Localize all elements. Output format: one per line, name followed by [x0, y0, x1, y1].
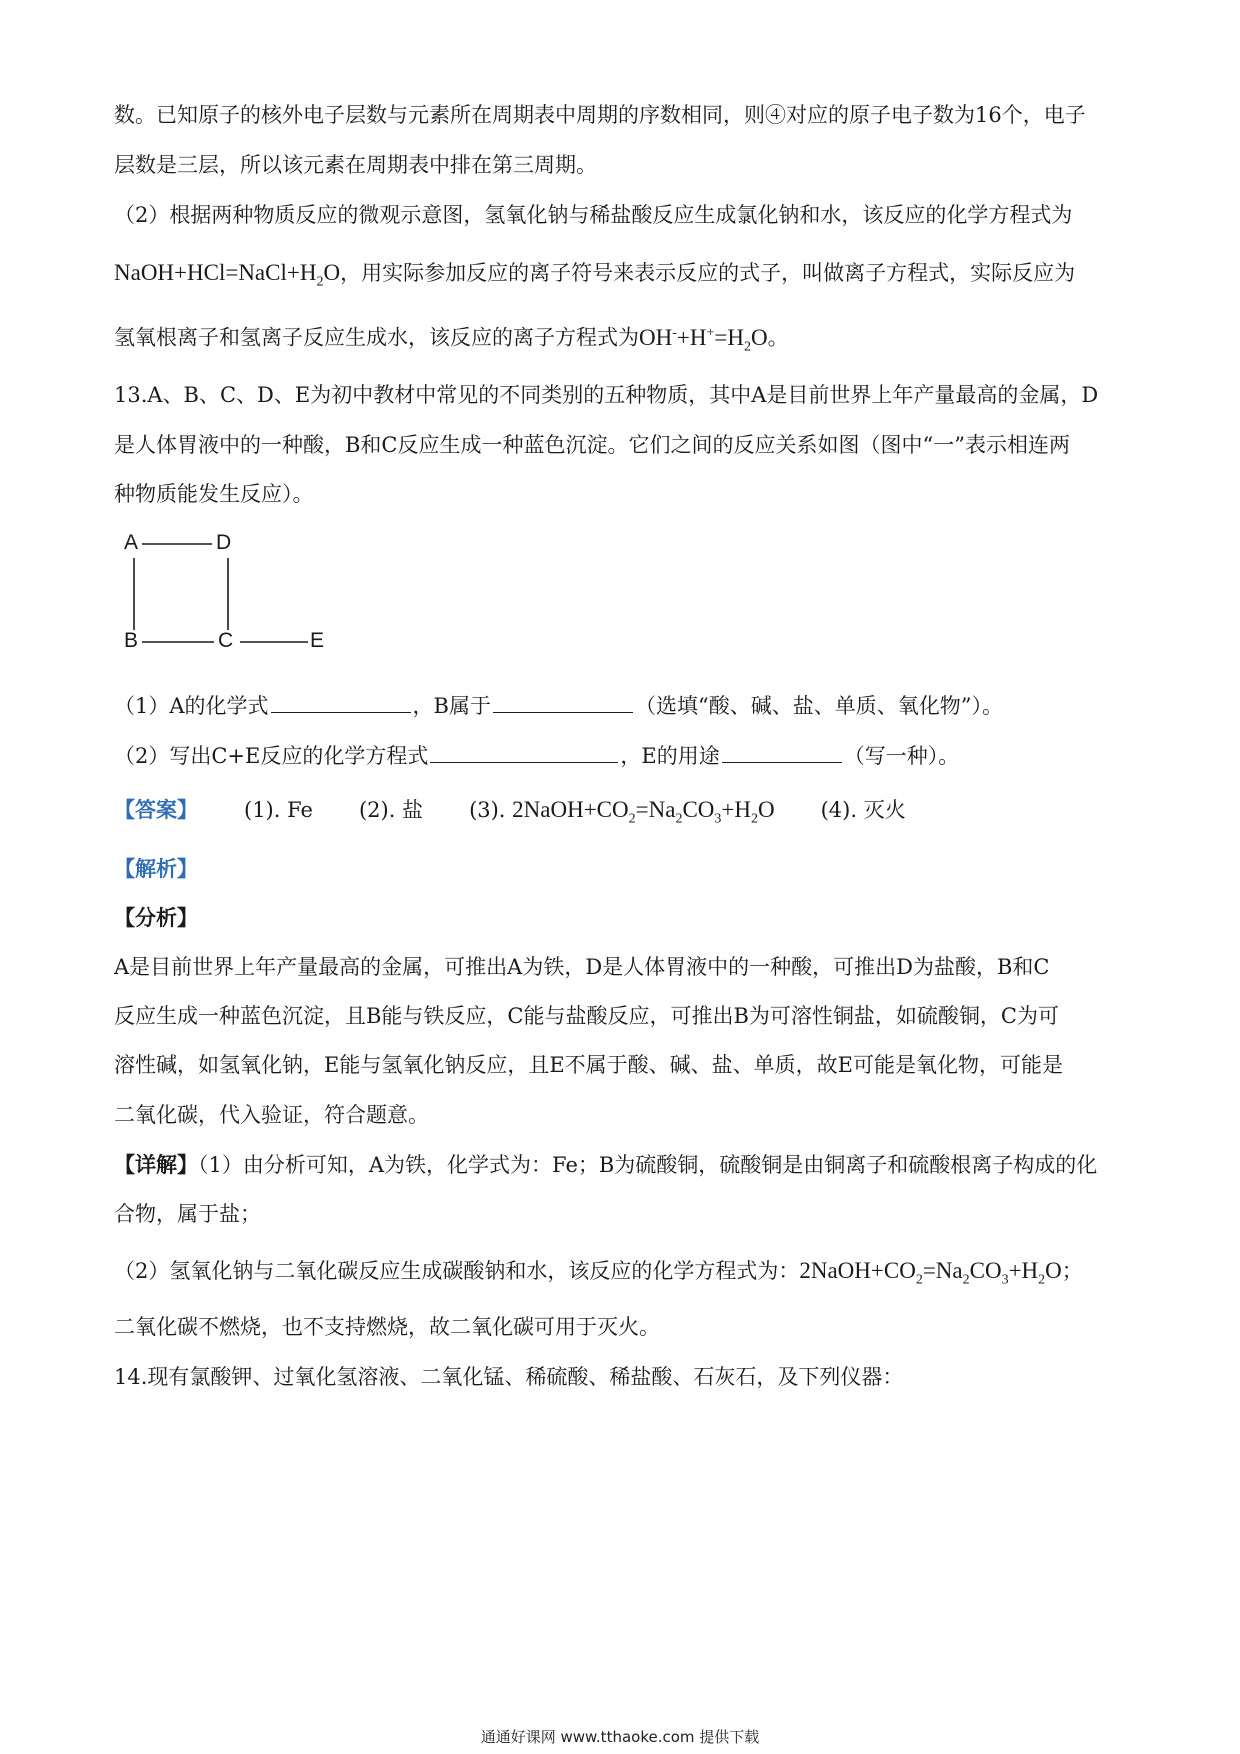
- answer-4: (4). 灭火: [820, 798, 906, 822]
- analysis-tag: 【解析】: [114, 856, 198, 881]
- question-13-line: 13.A、B、C、D、E为初中教材中常见的不同类别的五种物质，其中A是目前世界上年产量最高的金属，D: [114, 383, 1099, 407]
- analysis-line: 溶性碱，如氢氧化钠，E能与氢氧化钠反应，且E不属于酸、碱、盐、单质，故E可能是氧化物，可能是: [114, 1053, 1063, 1077]
- chemical-equation: $NaOH+HCl=NaCl+H_2O$: [114, 260, 341, 290]
- question-14-line: 14.现有氯酸钾、过氧化氢溶液、二氧化锰、稀硫酸、稀盐酸、石灰石，及下列仪器：: [114, 1365, 904, 1389]
- answer-line: [114, 795, 1134, 835]
- detail-line: 二氧化碳不燃烧，也不支持燃烧，故二氧化碳可用于灭火。: [114, 1315, 660, 1339]
- detail-line: 合物，属于盐；: [114, 1202, 261, 1226]
- node-d-label: D: [216, 531, 232, 554]
- answer-blank[interactable]: [430, 740, 618, 763]
- answer-1: (1). Fe: [244, 798, 313, 822]
- node-e-label: E: [310, 629, 325, 652]
- sub-question-2: （2）写出C+E反应的化学方程式 ，E的用途 （写一种）。: [114, 740, 1134, 771]
- answer-blank[interactable]: [493, 690, 633, 713]
- reaction-diagram: [120, 530, 340, 660]
- answer-3-label: (3).: [469, 798, 506, 822]
- answer-blank[interactable]: [271, 690, 411, 713]
- detail-equation: $2NaOH+CO_2=Na_2CO_3+H_2O$: [799, 1258, 1062, 1288]
- node-a-label: A: [124, 531, 139, 554]
- text-line: 数。已知原子的核外电子层数与元素所在周期表中周期的序数相同，则④对应的原子电子数为16个，电子: [114, 103, 1086, 127]
- analysis-line: A是目前世界上年产量最高的金属，可推出A为铁，D是人体胃液中的一种酸，可推出D为盐酸，B和C: [114, 955, 1050, 979]
- answer-3-equation: $2NaOH+CO_2=Na_2CO_3+H_2O$: [512, 797, 775, 827]
- sub-question-1: （1）A的化学式 ，B属于 （选填“酸、碱、盐、单质、氧化物”）。: [114, 690, 1134, 721]
- node-b-label: B: [124, 629, 139, 652]
- ionic-equation-line: 氢氧根离子和氢离子反应生成水，该反应的离子方程式为$OH^-+H^+=H_2O$。: [114, 324, 789, 355]
- node-c-label: C: [218, 629, 234, 652]
- answer-tag: 【答案】: [114, 797, 198, 822]
- question-13-line: 种物质能发生反应）。: [114, 482, 314, 506]
- footer-credit: 通通好课网 www.tthaoke.com 提供下载: [480, 1728, 760, 1746]
- detail-tag: 【详解】: [114, 1152, 198, 1177]
- analysis-line: 二氧化碳，代入验证，符合题意。: [114, 1103, 429, 1127]
- detail-line: 【详解】（1）由分析可知，A为铁，化学式为：Fe；B为硫酸铜，硫酸铜是由铜离子和硫酸根离子构成的化: [114, 1152, 1098, 1177]
- question-13-line: 是人体胃液中的一种酸，B和C反应生成一种蓝色沉淀。它们之间的反应关系如图（图中“一”表示相连两: [114, 433, 1070, 457]
- ionic-equation: $OH^-+H^+=H_2O$: [639, 324, 768, 355]
- text-line: （2）根据两种物质反应的微观示意图，氢氧化钠与稀盐酸反应生成氯化钠和水，该反应的化学方程式为: [114, 203, 1073, 227]
- detail-equation-line: （2）氢氧化钠与二氧化碳反应生成碳酸钠和水，该反应的化学方程式为：$2NaOH+CO_2=Na_2CO_3+H_2O$；: [114, 1258, 1083, 1288]
- text-line: 层数是三层，所以该元素在周期表中排在第三周期。: [114, 153, 597, 177]
- answer-blank[interactable]: [722, 740, 842, 763]
- equation-line: $NaOH+HCl=NaCl+H_2O$，用实际参加反应的离子符号来表示反应的式子，叫做离子方程式，实际反应为: [114, 260, 1076, 290]
- analysis-line: 反应生成一种蓝色沉淀，且B能与铁反应，C能与盐酸反应，可推出B为可溶性铜盐，如硫酸铜，C为可: [114, 1004, 1059, 1028]
- analysis-subtag: 【分析】: [114, 905, 198, 930]
- answer-2: (2). 盐: [358, 798, 424, 822]
